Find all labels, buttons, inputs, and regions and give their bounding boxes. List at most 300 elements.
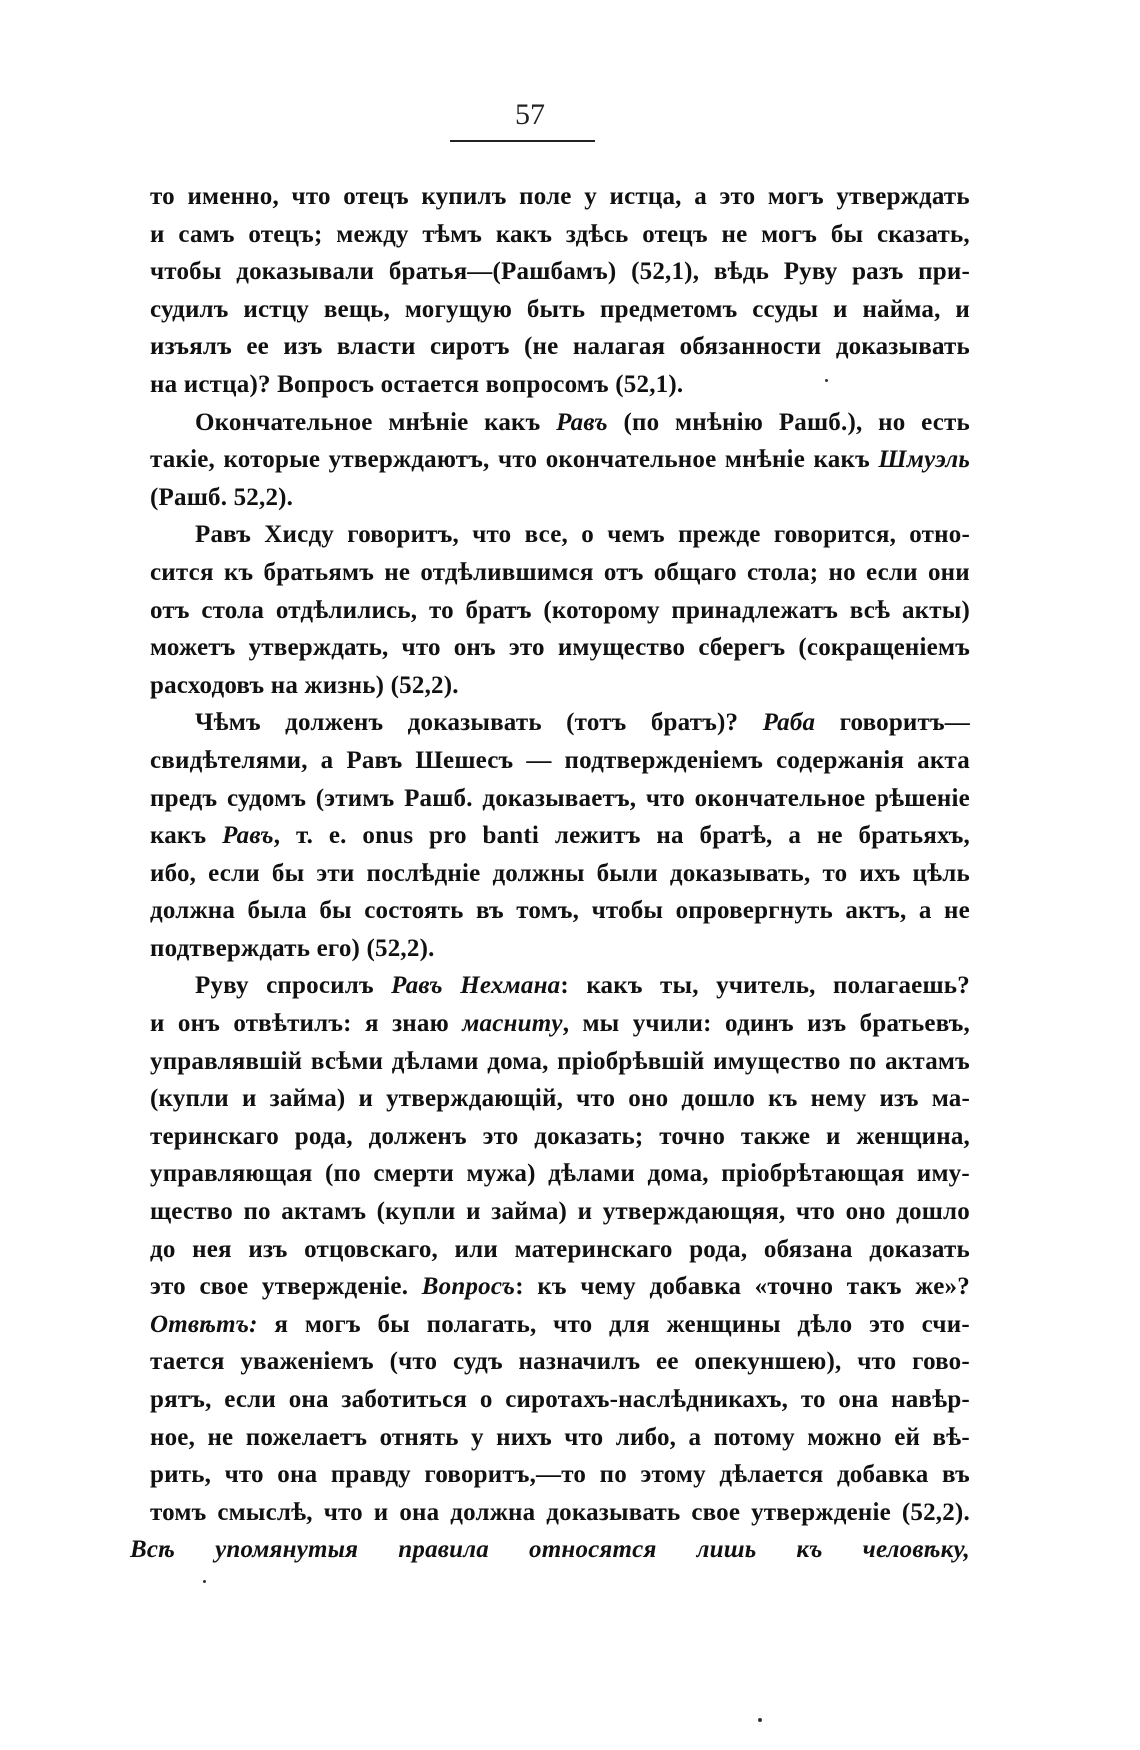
word-part: какъ xyxy=(586,972,643,1000)
word-part: и xyxy=(373,1498,389,1526)
word xyxy=(264,554,375,592)
word-part: отдѣлились, xyxy=(275,596,418,624)
word-part: вещь, xyxy=(323,295,391,323)
word-part: но xyxy=(828,558,856,586)
word-part: (52,2). xyxy=(901,1498,970,1526)
word xyxy=(801,1381,826,1419)
word xyxy=(918,253,970,291)
word-part: есть xyxy=(921,408,970,436)
word-part: займа) xyxy=(269,1085,346,1113)
word xyxy=(217,1494,312,1532)
word-part: истцу xyxy=(243,295,310,323)
word xyxy=(845,892,906,930)
word xyxy=(678,516,760,554)
word xyxy=(150,1456,211,1494)
word xyxy=(779,404,863,442)
word xyxy=(270,1080,346,1118)
word-part: въ xyxy=(942,1461,970,1489)
word xyxy=(921,404,970,442)
word xyxy=(869,1231,970,1269)
word-part: полагаешь? xyxy=(833,972,970,1000)
word xyxy=(462,1005,569,1043)
word-part: тается xyxy=(150,1348,225,1376)
word xyxy=(768,178,824,216)
word-part: а xyxy=(788,822,802,850)
text-segment: на истца)? Вопросъ остается вопросомъ (52,1). xyxy=(150,370,684,398)
word xyxy=(150,554,214,592)
word-part: къ xyxy=(223,558,254,586)
word xyxy=(316,855,354,893)
word-part: управляющая xyxy=(150,1160,313,1188)
word-part: должны xyxy=(492,859,585,887)
word-part: то xyxy=(428,596,454,624)
text-line xyxy=(150,216,970,254)
word xyxy=(716,967,815,1005)
word xyxy=(688,1419,701,1457)
word xyxy=(292,178,331,216)
word-part: это xyxy=(150,1273,186,1301)
word xyxy=(390,1343,438,1381)
word xyxy=(498,441,537,479)
word xyxy=(840,704,970,742)
word-part: что xyxy=(498,446,538,474)
word-part: и xyxy=(955,295,970,323)
word-part: имущество xyxy=(713,1047,841,1075)
word xyxy=(826,1118,841,1156)
word-part: если xyxy=(208,859,260,887)
word-part: налагая xyxy=(572,333,666,361)
word-part: сиротъ xyxy=(429,333,510,361)
word xyxy=(150,855,196,893)
word-part: если xyxy=(224,1386,276,1413)
word-part: отвѣтилъ: xyxy=(233,1010,352,1038)
word-part: обязана xyxy=(763,1235,853,1263)
word-part: и xyxy=(577,1198,593,1226)
word xyxy=(932,1419,969,1457)
word xyxy=(296,817,313,855)
word xyxy=(492,855,584,893)
text-line xyxy=(150,1456,970,1494)
word-part: т. xyxy=(296,822,314,850)
word-part: счи- xyxy=(921,1310,970,1338)
word xyxy=(646,780,685,818)
word xyxy=(482,780,636,818)
text-line xyxy=(150,516,970,554)
word-part: доказать; xyxy=(534,1122,644,1150)
word xyxy=(642,216,708,254)
word-part: женщины xyxy=(666,1310,781,1338)
word xyxy=(836,328,970,366)
word-part: прежде xyxy=(678,521,761,549)
word xyxy=(150,1306,258,1344)
word-part: Рашб.), xyxy=(778,408,863,436)
word xyxy=(817,817,843,855)
word-part: правду xyxy=(330,1461,411,1489)
word-part: чему xyxy=(580,1273,636,1301)
word-part: сится xyxy=(150,558,214,586)
word xyxy=(556,404,608,442)
word-part: свое xyxy=(691,1498,741,1526)
word xyxy=(857,1343,896,1381)
word xyxy=(324,291,390,329)
word xyxy=(150,892,235,930)
word-part: утверждающяя, xyxy=(602,1198,786,1226)
word xyxy=(329,441,490,479)
word xyxy=(429,817,467,855)
word-part: учили: xyxy=(632,1010,712,1038)
word xyxy=(430,328,510,366)
word xyxy=(697,1531,757,1569)
word xyxy=(415,742,513,780)
word-part: была xyxy=(247,897,307,925)
word xyxy=(150,253,222,291)
text-line xyxy=(150,742,970,780)
word-part: а xyxy=(918,897,932,925)
word-part: Чѣмъ xyxy=(195,709,261,737)
word xyxy=(913,855,970,893)
word-part: мнѣнію xyxy=(675,408,764,436)
text-line xyxy=(150,1306,970,1344)
word-part: ссуды xyxy=(752,295,819,323)
word xyxy=(389,253,617,291)
word xyxy=(224,554,253,592)
word-part: (52,1), xyxy=(631,258,700,286)
word xyxy=(680,328,822,366)
word-part: она xyxy=(399,1498,440,1526)
word xyxy=(656,817,683,855)
word xyxy=(555,817,641,855)
word xyxy=(240,1343,373,1381)
word xyxy=(150,1231,176,1269)
word-part: она xyxy=(838,1386,879,1413)
word xyxy=(869,1306,905,1344)
word-part: Шешесъ xyxy=(415,746,514,774)
word xyxy=(422,216,482,254)
word xyxy=(896,1193,970,1231)
word-part: доказываетъ, xyxy=(482,784,637,812)
word xyxy=(885,1043,970,1081)
word-part: доказывать xyxy=(407,709,542,737)
word xyxy=(201,592,264,630)
word xyxy=(519,1343,641,1381)
word xyxy=(537,1268,566,1306)
word-part: предъ xyxy=(150,784,218,812)
word xyxy=(659,1118,725,1156)
word xyxy=(836,178,969,216)
word xyxy=(150,817,206,855)
word-part: опровергнуть xyxy=(675,897,833,925)
word-part: либо, xyxy=(615,1423,677,1451)
word xyxy=(797,1306,852,1344)
text-segment: (Рашб. 52,2). xyxy=(150,483,294,511)
word-part: можно xyxy=(807,1423,882,1451)
text-line xyxy=(150,1268,970,1306)
word-part: они xyxy=(927,558,970,586)
word-part: утверждать, xyxy=(248,634,389,662)
word-part: дошло xyxy=(681,1085,756,1113)
word-part: она xyxy=(277,1461,318,1489)
word-part: найма, xyxy=(862,295,941,323)
word xyxy=(546,441,717,479)
word-part: говоритъ, xyxy=(347,521,459,549)
word-part: такіе, xyxy=(150,446,215,474)
word-part: Рашб. xyxy=(404,784,473,812)
text-line xyxy=(150,554,970,592)
word-part: что xyxy=(224,1461,264,1489)
word-part: поле xyxy=(519,183,572,210)
text-line xyxy=(150,1494,970,1532)
word-part: у xyxy=(584,183,597,210)
word-part: Равъ xyxy=(346,746,403,774)
word-part: pro xyxy=(429,822,467,850)
word-part: оно xyxy=(628,1085,669,1113)
word-part: этому xyxy=(640,1461,706,1489)
word-part: , xyxy=(562,1010,570,1038)
word xyxy=(681,1080,755,1118)
word-part: мнѣніе xyxy=(724,446,806,474)
word xyxy=(833,291,848,329)
word-part: содержанія xyxy=(776,746,905,774)
word xyxy=(243,1193,270,1231)
word xyxy=(564,1419,603,1457)
word xyxy=(719,178,755,216)
word-part: подтвержденіемъ xyxy=(564,746,764,774)
word-part: спросилъ xyxy=(266,972,374,1000)
word xyxy=(480,1381,493,1419)
word-part: что xyxy=(795,1198,836,1226)
word xyxy=(534,1118,643,1156)
paper-speck xyxy=(825,379,828,382)
italic-word-part: Всѣ xyxy=(130,1536,176,1564)
text-line xyxy=(150,1419,970,1457)
word-part: и xyxy=(150,1010,165,1038)
word-part: : xyxy=(515,1273,524,1301)
word-part: чтобы xyxy=(150,258,222,286)
word-part: доказывали xyxy=(236,258,375,286)
word-part: я xyxy=(274,1310,289,1338)
text-line xyxy=(150,1043,970,1081)
word xyxy=(224,1381,276,1419)
word-part: дошло xyxy=(896,1198,970,1226)
word xyxy=(336,216,408,254)
word-part: смыслѣ, xyxy=(217,1498,313,1526)
word xyxy=(236,253,374,291)
word-part: актамъ xyxy=(885,1047,970,1075)
word xyxy=(324,1494,363,1532)
text-line xyxy=(150,441,970,479)
word-part: актамъ xyxy=(281,1198,367,1226)
word-part: назначилъ xyxy=(518,1348,641,1376)
text-line xyxy=(150,1080,970,1118)
word xyxy=(695,780,866,818)
word xyxy=(796,1193,835,1231)
word xyxy=(524,328,558,366)
word xyxy=(660,967,699,1005)
word xyxy=(557,1043,704,1081)
word xyxy=(846,1193,886,1231)
word-part: (купли xyxy=(150,1085,229,1113)
italic-word-part: Нехмана xyxy=(460,972,561,1000)
italic-word-part: лишь xyxy=(696,1536,757,1564)
word xyxy=(484,404,540,442)
word xyxy=(798,629,970,667)
word-part: судъ xyxy=(453,1348,503,1376)
word-part: все, xyxy=(524,521,568,549)
word xyxy=(879,1080,918,1118)
word-part: а xyxy=(320,746,334,774)
word xyxy=(902,1494,970,1532)
word-part: полагать, xyxy=(426,1310,537,1338)
text-line xyxy=(150,1231,970,1269)
word xyxy=(764,1231,853,1269)
word-part: заботиться xyxy=(341,1386,468,1413)
word xyxy=(822,855,847,893)
word xyxy=(774,516,896,554)
word xyxy=(233,1005,351,1043)
word-part: на xyxy=(656,822,684,850)
word-part: по xyxy=(599,1461,627,1489)
word xyxy=(675,404,763,442)
word xyxy=(831,216,863,254)
word xyxy=(460,967,569,1005)
word-part: то xyxy=(822,859,848,887)
text-line xyxy=(150,1343,970,1381)
word-part: мнѣніе xyxy=(388,408,469,436)
word-part: стола; xyxy=(747,558,819,586)
word xyxy=(811,1080,867,1118)
word-part: при- xyxy=(918,258,970,286)
word-part: (тотъ xyxy=(566,709,627,737)
word-part: что xyxy=(645,784,686,812)
word xyxy=(616,1419,676,1457)
text-line xyxy=(150,629,970,667)
word xyxy=(386,1080,563,1118)
word xyxy=(505,1381,788,1419)
word xyxy=(277,1456,317,1494)
word xyxy=(714,1419,795,1457)
text-line xyxy=(150,253,970,291)
word xyxy=(833,967,970,1005)
word xyxy=(408,704,542,742)
word xyxy=(325,1155,361,1193)
word-part: дѣлается xyxy=(719,1461,824,1489)
word xyxy=(248,1231,287,1269)
word xyxy=(747,554,818,592)
text-line xyxy=(150,1005,970,1043)
word-part: нему xyxy=(810,1085,867,1113)
word xyxy=(392,1005,449,1043)
word xyxy=(713,1043,840,1081)
word xyxy=(863,1531,970,1569)
word-part: Окончательное xyxy=(195,408,373,436)
word xyxy=(922,1306,970,1344)
word-part: мужа) xyxy=(466,1160,536,1188)
word-part: до xyxy=(150,1235,176,1263)
word xyxy=(878,404,905,442)
word xyxy=(487,1043,548,1081)
word-part: онъ xyxy=(177,1010,221,1038)
text-line xyxy=(150,667,970,705)
word xyxy=(476,892,504,930)
word xyxy=(860,1005,970,1043)
word-part: къ xyxy=(768,1085,798,1113)
word xyxy=(207,1419,233,1457)
word-part: должна xyxy=(450,1498,536,1526)
word xyxy=(248,892,307,930)
word-part: займа) xyxy=(491,1198,568,1226)
word xyxy=(942,1456,970,1494)
word-part: стола xyxy=(201,596,265,624)
word-part: предметомъ xyxy=(599,295,738,323)
word xyxy=(337,328,416,366)
word-part: свое xyxy=(199,1273,249,1301)
text-line xyxy=(150,592,970,630)
word xyxy=(553,1306,592,1344)
word-part: утверждаютъ, xyxy=(328,446,490,474)
word-part: а xyxy=(688,1423,702,1451)
word xyxy=(649,1268,741,1306)
word-part: и xyxy=(241,1085,257,1113)
word xyxy=(150,1005,165,1043)
word xyxy=(421,178,506,216)
word xyxy=(319,892,351,930)
word-part: учитель, xyxy=(716,972,816,1000)
word xyxy=(422,1268,524,1306)
word-part: если xyxy=(866,558,918,586)
word xyxy=(859,855,900,893)
word-part: чемъ xyxy=(607,521,665,549)
word-part: также xyxy=(740,1122,811,1150)
word xyxy=(346,742,402,780)
word xyxy=(526,742,551,780)
word xyxy=(391,967,443,1005)
word xyxy=(242,1080,257,1118)
word xyxy=(741,1118,810,1156)
word xyxy=(384,554,410,592)
word xyxy=(496,1419,552,1457)
word-part: отдѣлившимся xyxy=(420,558,594,586)
word xyxy=(305,1306,361,1344)
word xyxy=(807,1005,846,1043)
word-part: (этимъ xyxy=(315,784,395,812)
word xyxy=(566,704,626,742)
word xyxy=(150,1155,312,1193)
word-part: принадлежатъ xyxy=(671,596,838,624)
word xyxy=(243,291,309,329)
text-line xyxy=(150,780,970,818)
word xyxy=(195,967,249,1005)
word xyxy=(915,1268,970,1306)
word-part: судилъ xyxy=(150,295,229,323)
word-part: отецъ; xyxy=(248,220,323,248)
word xyxy=(543,592,659,630)
word-part: опекуншею), xyxy=(694,1348,842,1376)
text-line xyxy=(150,855,970,893)
word xyxy=(600,291,737,329)
word xyxy=(776,742,904,780)
text-segment: расходовъ на жизнь) (52,2). xyxy=(150,671,459,699)
body-text xyxy=(130,178,970,1569)
word xyxy=(932,1080,970,1118)
italic-word-part: Отвѣтъ: xyxy=(150,1310,258,1338)
text-line xyxy=(150,291,970,329)
word xyxy=(902,592,970,630)
word xyxy=(698,629,785,667)
word-part: всѣми xyxy=(310,1047,384,1075)
word xyxy=(341,1381,467,1419)
word xyxy=(586,967,642,1005)
word xyxy=(878,441,970,479)
